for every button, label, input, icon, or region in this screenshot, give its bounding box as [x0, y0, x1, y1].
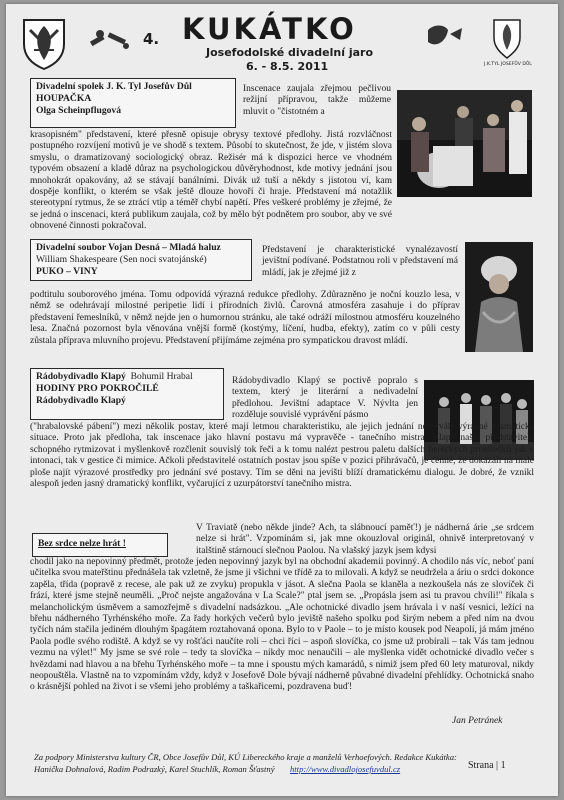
article1-company: Divadelní spolek J. K. Tyl Josefův Důl: [36, 81, 192, 92]
article1-author: Olga Scheinpflugová: [36, 105, 122, 116]
page-number: 1: [500, 760, 506, 771]
festival-name: Josefodolské divadelní jaro: [206, 46, 374, 59]
article1-title-box: [30, 78, 236, 128]
article4-body-text: chodil jako na nepovinný předmět, protože jeden nepovinný jazyk byl na obchodní akademii povinný. A chodilo nás víc, neboť paní učitelka svou mateřštinu přednášela tak vzletně, že jsme ji všichni ve třídě za to milovali. A když se neudržela a áriu o srdci dokonce zapěla, třída (popravě z recese, ale pak už ze zvyku) propukla v jásot. A slečna Paola se klaněla a nezkoušela nás ze slovíček či frází, které jsme stejně neuměli. „Proč nejste angažována v La Scale?" ptal jsem se. „Propásla jsem asi tu pravou chvíli!" říkala s melancholickým úsměvem a samozřejmě s divadelní nadsázkou. „Ale ochotnické divadlo jsem hrávala i v naší vesnici, ležící na břehu nádherného Tyrhénského moře. Za řady horkých večerů bylo jeviště našeho spolku pod širým nebem a před ním na dvou tyčích nám stačila jediném dlouhým špagátem roztahovaná opona. Bylo to v Paole – to je místo kousek pod Neapolí, já mám jméno Paola podle svého rodiště. A když se vy rošťáci naučíte roli – chci říci – aspoň slovíčka, co jsme už probírali – tak Vás tam jednou vezmu na výlet!" My jsme se své role – tedy ta slovíčka – nikdy moc nenaučili – ale myšlenka vidět ochotnické divadlo večer s hvězdami nad hlavou a na břehu Tyrhénského moře – ta mne i spoustu mých kamarádů, s nimiž jsem před 60 lety maturoval, nikdy neopouštěla. Vlastně na to vzpomínám vždy, když v Josefově Dole bývají nádherně půvabné divadelní přehlídky. Ochotnická snaho o krásnější pohled na život i se všemi jeho problémy a taškařicemi, pozdravena buď!: [30, 557, 534, 693]
article4-intro-text: V Traviatě (nebo někde jinde? Ach, ta slábnoucí paměť!) je nádherná árie „se srdcem nelze si hrát". Vzpomínám si, jak mne okouzloval originál, ohnivě interpretovaný v italštině stárnoucí slečnou Paolou. Na vlašský jazyk jsem kdysi: [196, 523, 534, 556]
article1-intro-text: Inscenace zaujala zřejmou pečlivou režijní přípravou, takže můžeme mluvit o "čistotném a: [243, 84, 391, 117]
article3-intro-text: Rádobydivadlo Klapý se poctivě popralo s textem, který je literární a nedivadelní předlohou. Jevištní adaptace V. Nývlta jen rozděluje souvislé vyprávění pásmo: [232, 376, 418, 421]
logo-caption: J.K.TYL JOSEFŮV DŮL: [484, 62, 532, 67]
article1-play-title: HOUPAČKA: [36, 93, 92, 104]
theatre-mask-icon: [424, 22, 464, 52]
article1-body-text: krasopisném" představení, které přesně opisuje obrysy textové předlohy. Jistá rozvláčnost postupného rozvíjení motivů je ve shodě s textem. Působí to skutečnost, že jde, v jistém slova smyslu, o dramatizovaný sociologický obraz. Režisér má k dispozici herce ve vhodném typovém obsazení a kladě důraz na psychologickou důvěryhodnost, kde motivy jednání jsou mnohokrát opakovány, až se stávají banálními. Divák už tuší a někdy s jistotou ví, kam dospěje konflikt, o kterém se však ještě dlouze hovoří či hraje. Představení má notažlik stereotypní rytmus, že se ztrácí vtip a téměř chybí napětí. Přes veškeré problémy je zřejmé, že se jedná o inscenaci, která publikum zaujala, což by mělo být podnětem pro soubor, aby ve své obnovené činnosti pokračoval.: [30, 130, 392, 232]
page-indicator: Strana | 1: [468, 760, 506, 771]
article3-company-repeat: Rádobydivadlo Klapý: [36, 395, 126, 406]
footer-credits: Za podpory Ministerstva kultury ČR, Obce Josefův Důl, KÚ Libereckého kraje a manželů Verhoefových. Redakce Kukátka:: [34, 752, 457, 762]
article2-title-box: [30, 239, 252, 281]
article2-intro-text: Představení je charakteristické vynalézavostí jevištní podívané. Podstatnou roli v představení má mládí, jak je zřejmé již z: [262, 245, 458, 278]
article3-play-title: HODINY PRO POKROČILÉ: [36, 383, 159, 394]
article4-title-box: [32, 533, 168, 557]
issue-number: 4.: [143, 30, 160, 48]
article2-body-text: podtitulu souborového jména. Tomu odpovídá výrazná redukce předlohy. Zdůrazněno je noční kouzlo lesa, v němž se odehrávají milostné peripetie lidí i přírodních živlů. Čarovná atmosféra zasahuje i do příprav představení řemeslníků, v němž nejde jen o humornou stránku, ale také odráží milostnou atmosféru kouzelného lesa. Značná pozornost byla věnována vnější formě (kostýmy, líčení, hudba, efekty), zatím co v půli cesty zůstala příprava mluvního projevu. Představení přijímáme zejména pro sympatickou dravost mládí.: [30, 290, 460, 346]
article3-title-box: [30, 368, 224, 420]
newsletter-title: KUKÁTKO: [182, 12, 357, 46]
newsletter-page: [6, 4, 558, 796]
page-label: Strana: [468, 760, 494, 771]
article2-company: Divadelní soubor Vojan Desná – Mladá haluz: [36, 242, 221, 253]
article2-play-title: PUKO – VINY: [36, 266, 98, 277]
coat-of-arms-logo: [20, 16, 68, 70]
article4-signature: Jan Petránek: [452, 716, 503, 726]
theatre-props-icon: [86, 24, 134, 56]
article2-author: William Shakespeare (Sen noci svatojánské): [36, 254, 207, 265]
article3-company: Rádobydivadlo Klapý: [36, 371, 126, 382]
website-link[interactable]: http://www.divadlojosefuvdul.cz: [290, 764, 401, 774]
article2-actor-photo: [465, 242, 533, 352]
article1-stage-photo: [397, 90, 532, 197]
footer-editors: Hanička Dohnalová, Radim Podrazký, Karel Stuchlík, Roman Šťastný: [34, 764, 275, 774]
festival-dates: 6. - 8.5. 2011: [246, 60, 329, 73]
article4-title: Bez srdce nelze hrát !: [38, 538, 126, 549]
article3-author: Bohumil Hrabal: [130, 371, 193, 382]
theatre-company-logo: [484, 16, 530, 62]
article3-body-text: ("hrabalovské pábení") mezi několik postav, které mají letmou charakteristiku, ale jejich jednání nevytváří výrazné dramatické situace. Proto jak předloha, tak inscenace jako hlavní postavu má vypravěče - tanečního mistra. Klapý našlo představitele schopného rytmizovat i myšlenkově rozčlenit souvislý tok řeči a k tomu nalézt pestrou paletu dalších hereckých prostředků jak v intonaci, tak v gestice či mimice. Ačkoli představitelé ostatních postav jsou spíše v pozici přihrávačů, je cenné, že dokázali na malé ploše najít výrazové prostředky pro jednání své postavy. Tím se děni na jevišti blíží dramatickému dialogu. Je dobré, že vznikl alespoň jeden jasný dramatický konflikt, vyčarující z uzurpátorství tanečního mistra.: [30, 422, 534, 490]
